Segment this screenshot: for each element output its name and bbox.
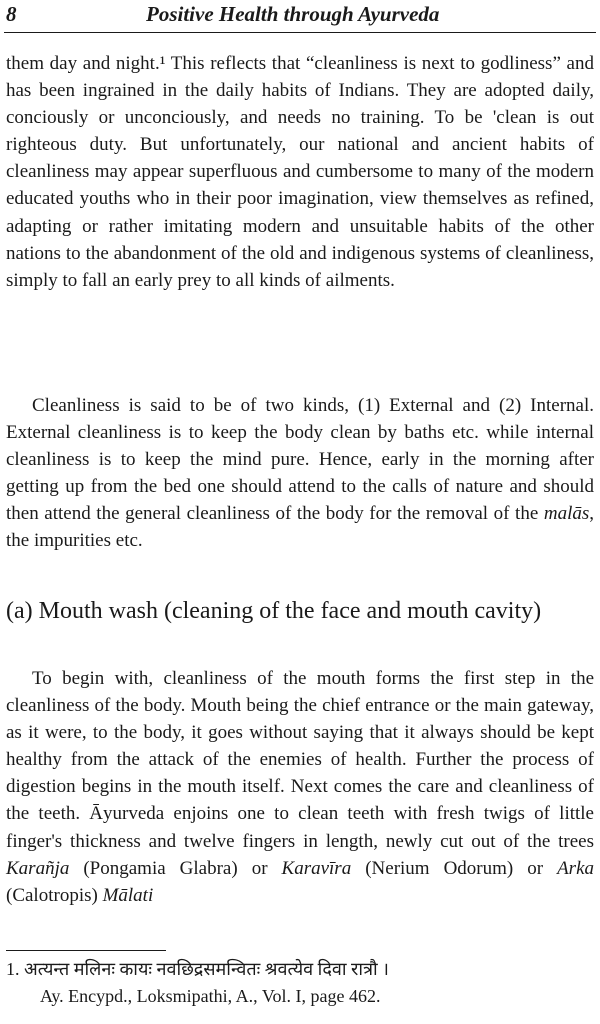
running-title: Positive Health through Ayurveda: [146, 2, 440, 26]
plant-gloss: (Calotropis): [6, 884, 103, 906]
section-heading: (a) Mouth wash (cleaning of the face and mouth cavity): [6, 598, 542, 624]
paragraph-text: Cleanliness is said to be of two kinds, (1) External and (2) Internal. External cleanliness is to keep the body clean by baths etc. while internal cleanliness is to keep the mind pure. Hence, early in the morning after getting up from the bed one should attend to the calls of nature and should then attend the general cleanliness of the body for the removal of the: [6, 395, 594, 525]
plant-name-malati: Mālati: [102, 884, 154, 906]
page-header: [6, 2, 594, 28]
plant-gloss: (Nerium Odorum) or: [351, 857, 558, 879]
plant-name-arka: Arka: [557, 857, 594, 879]
paragraph-text: To begin with, cleanliness of the mouth forms the first step in the cleanliness of the body. Mouth being the chief entrance or the main gateway, as it were, to the body, it goes without saying that it always should be kept healthy from the attack of the enemies of health. Further the process of digestion begins in the mouth itself. Next comes the care and cleanliness of the teeth. Āyurveda enjoins one to clean teeth with fresh twigs of little finger's thickness and twelve fingers in length, newly cut out of the trees: [6, 668, 594, 852]
page-number: 8: [6, 2, 17, 26]
footnote-sanskrit-verse: 1. अत्यन्त मलिनः कायः नवछिद्रसमन्वितः श्रवत्येव दिवा रात्रौ ।: [6, 959, 390, 979]
footnote-rule: [6, 950, 166, 951]
header-rule: [4, 32, 596, 33]
paragraph-cleanliness-kinds: [6, 392, 594, 555]
paragraph-text-end: , the impurities etc.: [6, 503, 594, 552]
plant-gloss: (Pongamia Glabra) or: [69, 857, 282, 879]
plant-name-karanja: Karañja: [6, 857, 70, 879]
plant-name-karavira: Karavīra: [281, 857, 352, 879]
paragraph-continued: them day and night.¹ This reflects that “cleanliness is next to godliness” and has been ingrained in the daily habits of Indians. They are adopted daily, conciously or unconciously, and needs no training. To be 'clean is out righteous duty. But unfortunately, our national and ancient habits of cleanliness may appear superfluous and cumbersome to many of the modern educated youths who in their poor imagination, view themselves as refined, adapting or rather imitating modern and unsuitable habits of the other nations to the abandonment of the old and indigenous systems of cleanliness, simply to fall an early prey to all kinds of ailments.: [6, 53, 594, 291]
italic-term-malas: malās: [543, 503, 590, 525]
footnote-citation: Ay. Encypd., Loksmipathi, A., Vol. I, page 462.: [40, 986, 381, 1006]
paragraph-mouth-wash: [6, 665, 594, 909]
